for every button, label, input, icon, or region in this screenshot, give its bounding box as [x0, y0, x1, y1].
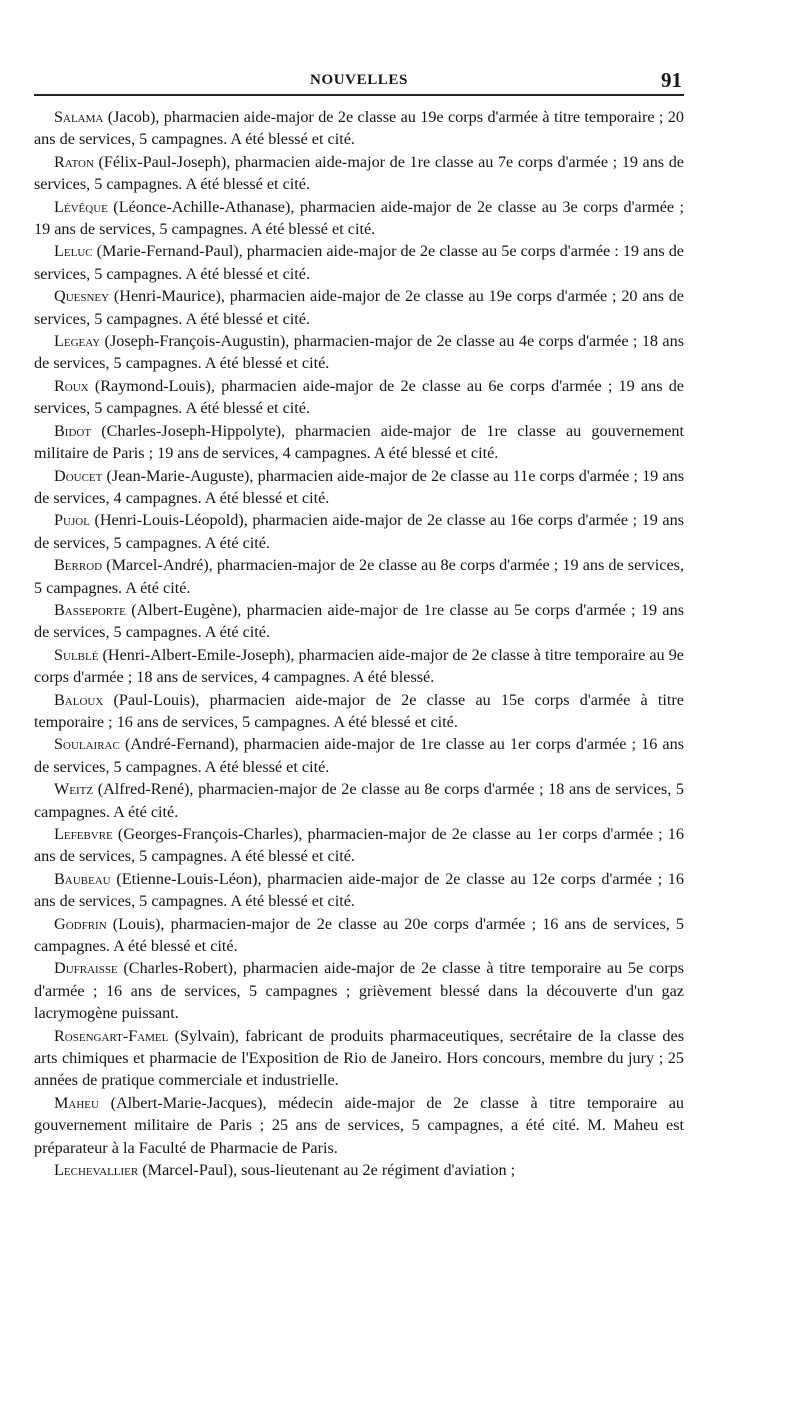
entry-text: (Marie-Fernand-Paul), pharmacien aide-major de 2e classe au 5e corps d'armée : 19 ans de services, 5 campagnes. A été blessé et cité. [34, 242, 684, 283]
list-item [34, 465, 684, 510]
entry-text: (Léonce-Achille-Athanase), pharmacien aide-major de 2e classe au 3e corps d'armée ; 19 ans de services, 5 campagnes. A été blessé et cité. [34, 197, 684, 239]
entry-text: (Henri-Louis-Léopold), pharmacien aide-major de 2e classe au 16e corps d'armée ; 19 ans de services, 5 campagnes. A été cité. [34, 511, 684, 552]
list-item [34, 957, 684, 1024]
person-name: Berrod [54, 556, 103, 575]
list-item [34, 151, 684, 196]
person-name: Lechevallier [54, 1161, 139, 1180]
person-name: Basseporte [54, 600, 126, 619]
list-item [34, 644, 684, 689]
entry-text: (Henri-Albert-Emile-Joseph), pharmacien aide-major de 2e classe à titre temporaire au 9e corps d'armée ; 18 ans de services, 4 campagnes. A été blessé. [34, 645, 684, 687]
list-item [34, 420, 684, 465]
person-name: Lefebvre [54, 825, 113, 843]
person-name: Soulairac [54, 735, 120, 754]
running-title: NOUVELLES [310, 72, 408, 88]
entries-list [34, 106, 684, 1182]
person-name: Legeay [54, 332, 101, 351]
entry-text: (Georges-François-Charles), pharmacien-major de 2e classe au 1er corps d'armée ; 16 ans de services, 5 campagnes. A été blessé et cité. [34, 825, 684, 866]
entry-text: (Sylvain), fabricant de produits pharmaceutiques, secrétaire de la classe des arts chimiques et pharmacie de l'Exposition de Rio de Janeiro. Hors concours, membre du jury ; 25 années de pratique commerciale et industrielle. [34, 1026, 684, 1090]
entry-text: (Jean-Marie-Auguste), pharmacien aide-major de 2e classe au 11e corps d'armée ; 19 ans de services, 4 campagnes. A été blessé et cité. [34, 466, 684, 507]
entry-text: (André-Fernand), pharmacien aide-major de 1re classe au 1er corps d'armée ; 16 ans de services, 5 campagnes. A été blessé et cité. [34, 735, 684, 776]
list-item [34, 375, 684, 420]
person-name: Rosengart-Famel [54, 1026, 169, 1045]
list-item [34, 554, 684, 599]
entry-text: (Henri-Maurice), pharmacien aide-major de 2e classe au 19e corps d'armée ; 20 ans de services, 5 campagnes. A été blessé et cité. [34, 287, 684, 328]
person-name: Sulblé [54, 645, 99, 664]
list-item [34, 689, 684, 734]
person-name: Leluc [54, 242, 93, 261]
person-name: Godfrin [54, 914, 107, 933]
entry-text: (Albert-Eugène), pharmacien aide-major de 1re classe au 5e corps d'armée ; 19 ans de services, 5 campagnes. A été cité. [34, 600, 684, 642]
entry-text: (Félix-Paul-Joseph), pharmacien aide-major de 1re classe au 7e corps d'armée ; 19 ans de services, 5 campagnes. A été blessé et cité. [34, 152, 684, 194]
list-item [34, 509, 684, 554]
entry-text: (Albert-Marie-Jacques), médecin aide-major de 2e classe à titre temporaire au gouvernement militaire de Paris ; 25 ans de services, 5 campagnes, a été cité. M. Maheu est préparateur à la Faculté de Pharmacie de Paris. [34, 1093, 684, 1157]
person-name: Lévêque [54, 197, 108, 216]
entry-text: (Alfred-René), pharmacien-major de 2e classe au 8e corps d'armée ; 18 ans de services, 5 campagnes. A été cité. [34, 780, 684, 821]
person-name: Baubeau [54, 869, 111, 888]
list-item [34, 868, 684, 913]
list-item [34, 823, 684, 868]
entry-text: (Charles-Joseph-Hippolyte), pharmacien aide-major de 1re classe au gouvernement militaire de Paris ; 19 ans de services, 4 campagnes. A été blessé et cité. [34, 421, 684, 463]
list-item [34, 913, 684, 958]
person-name: Dufraisse [54, 959, 118, 978]
entry-text: (Jacob), pharmacien aide-major de 2e classe au 19e corps d'armée à titre temporaire ; 20 ans de services, 5 campagnes. A été blessé et cité. [34, 108, 684, 149]
list-item [34, 599, 684, 644]
entry-text: (Raymond-Louis), pharmacien aide-major de 2e classe au 6e corps d'armée ; 19 ans de services, 5 campagnes. A été blessé et cité. [34, 376, 684, 418]
page-header [34, 70, 684, 94]
person-name: Quesney [54, 287, 110, 306]
person-name: Salama [54, 108, 104, 126]
header-rule [34, 94, 684, 96]
entry-text: (Etienne-Louis-Léon), pharmacien aide-major de 2e classe au 12e corps d'armée ; 16 ans de services, 5 campagnes. A été blessé et cité. [34, 869, 684, 911]
list-item [34, 330, 684, 375]
list-item [34, 1159, 684, 1181]
entry-text: (Paul-Louis), pharmacien aide-major de 2e classe au 15e corps d'armée à titre temporaire ; 16 ans de services, 5 campagnes. A été blessé et cité. [34, 690, 684, 731]
page [34, 70, 684, 1182]
person-name: Weitz [54, 780, 94, 799]
person-name: Bidot [54, 421, 92, 440]
person-name: Pujol [54, 511, 90, 530]
list-item [34, 285, 684, 330]
person-name: Roux [54, 376, 89, 395]
page-number: 91 [661, 68, 682, 92]
person-name: Baloux [54, 690, 104, 709]
person-name: Maheu [54, 1093, 99, 1112]
list-item [34, 778, 684, 823]
list-item [34, 1025, 684, 1092]
entry-text: (Marcel-André), pharmacien-major de 2e classe au 8e corps d'armée ; 19 ans de services, 5 campagnes. A été cité. [34, 556, 684, 597]
list-item [34, 240, 684, 285]
entry-text: (Charles-Robert), pharmacien aide-major de 2e classe à titre temporaire au 5e corps d'armée ; 16 ans de services, 5 campagnes ; grièvement blessé dans la découverte d'un gaz lacrymogène puissant. [34, 959, 684, 1023]
person-name: Raton [54, 152, 94, 171]
list-item [34, 733, 684, 778]
list-item [34, 1092, 684, 1159]
person-name: Doucet [54, 466, 103, 485]
list-item [34, 196, 684, 241]
list-item [34, 106, 684, 151]
entry-text: (Louis), pharmacien-major de 2e classe au 20e corps d'armée ; 16 ans de services, 5 campagnes. A été blessé et cité. [34, 914, 684, 956]
entry-text: (Marcel-Paul), sous-lieutenant au 2e régiment d'aviation ; [138, 1161, 516, 1180]
entry-text: (Joseph-François-Augustin), pharmacien-major de 2e classe au 4e corps d'armée ; 18 ans de services, 5 campagnes. A été blessé et cité. [34, 332, 684, 373]
